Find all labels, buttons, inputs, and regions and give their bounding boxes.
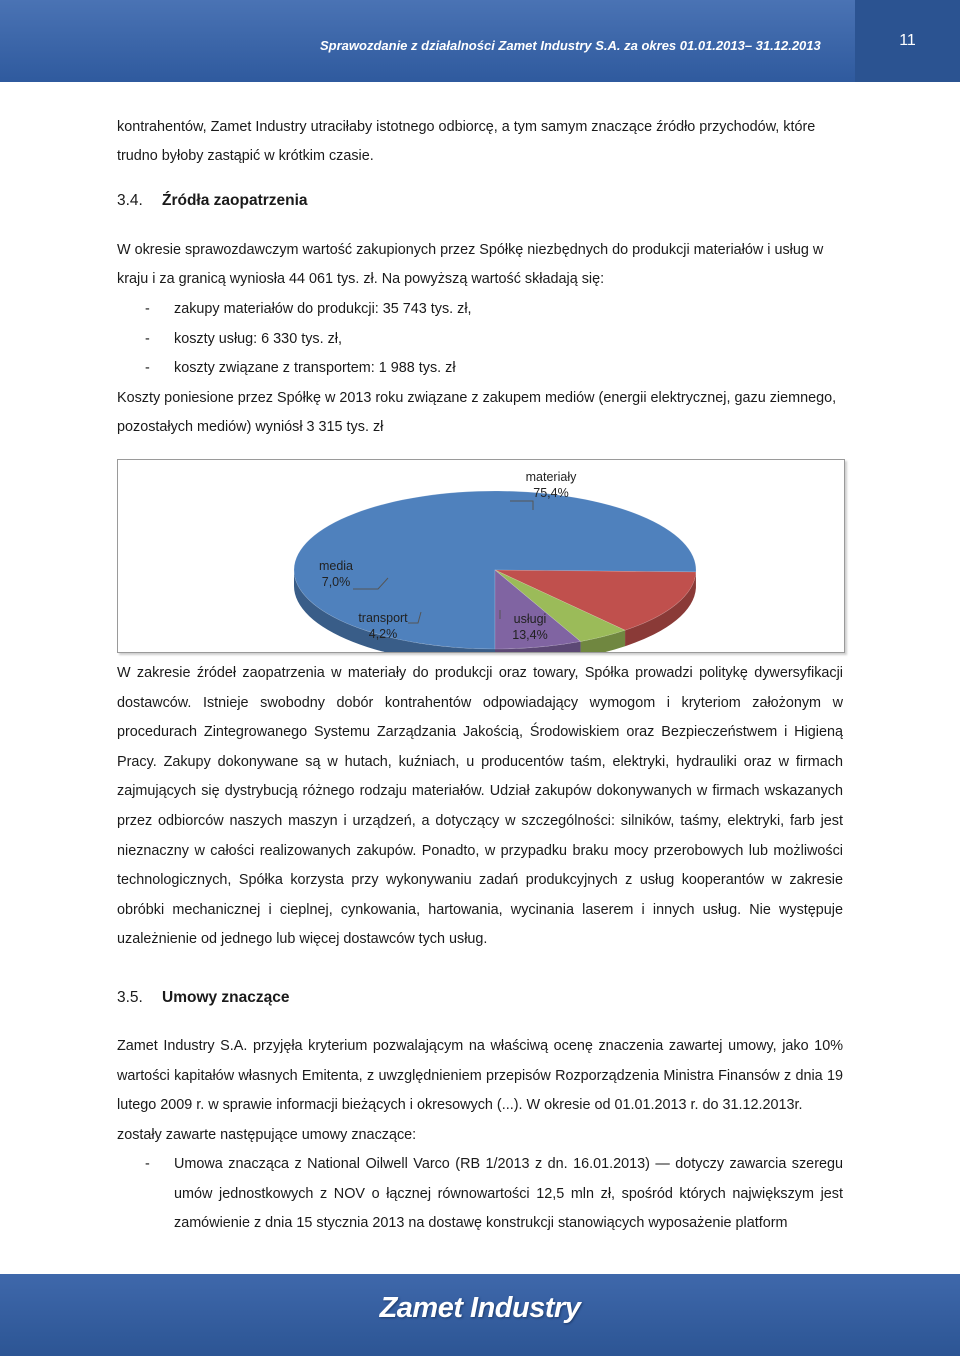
section-number: 3.4. (117, 192, 143, 209)
list-dash: - (145, 331, 150, 347)
section-title: Umowy znaczące (162, 989, 290, 1006)
page-footer (0, 1274, 960, 1356)
list-item-text: Umowa znacząca z National Oilwell Varco (RB 1/2013 z dn. 16.01.2013) — dotyczy zawarcia szeregu umów jednostkowych z NOV o łącznej równowartości 12,5 mln zł, spośród których największym jest zamówienie z dnia 15 stycznia 2013 na dostawę konstrukcji stanowiących wyposażenie platform (174, 1156, 843, 1232)
value-materialy: 75,4% (533, 486, 569, 500)
paragraph-media-line1: Koszty poniesione przez Spółkę w 2013 roku związane z zakupem mediów (energii elektrycznej, gazu ziemnego, (117, 390, 837, 406)
list-item-text: koszty związane z transportem: 1 988 tys. zł (174, 360, 456, 376)
list-item-text: koszty usług: 6 330 tys. zł, (174, 331, 342, 347)
paragraph-intro-line2: trudno byłoby zastąpić w krótkim czasie. (117, 148, 374, 164)
paragraph-media-line2: pozostałych mediów) wyniósł 3 315 tys. zł (117, 419, 384, 435)
section-heading-3-5 (117, 989, 290, 1007)
value-transport: 4,2% (368, 627, 398, 641)
pie-chart (118, 460, 844, 652)
label-transport: transport (358, 611, 408, 625)
section-heading-3-4 (117, 192, 308, 210)
page-number-badge (855, 0, 960, 82)
page-header (0, 0, 960, 82)
value-media: 7,0% (321, 575, 351, 589)
paragraph-purchases-line1: W okresie sprawozdawczym wartość zakupionych przez Spółkę niezbędnych do produkcji materiałów i usług w (117, 242, 824, 258)
paragraph-purchases-line2: kraju i za granicą wyniosła 44 061 tys. zł. Na powyższą wartość składają się: (117, 271, 605, 287)
list-item (145, 1150, 843, 1239)
list-dash: - (145, 360, 150, 376)
value-uslugi: 13,4% (512, 628, 548, 642)
list-item-text: zakupy materiałów do produkcji: 35 743 tys. zł, (174, 301, 472, 317)
paragraph-suppliers: W zakresie źródeł zaopatrzenia w materiały do produkcji oraz towary, Spółka prowadzi politykę dywersyfikacji dostawców. Istnieje swobodny dobór kontrahentów odpowiadający wymogom i kryteriom założonym w procedurach Zintegrowanego Systemu Zarządzania Jakością, Środowiskiem oraz Bezpieczeństwem i Higieną Pracy. Zakupy dokonywane są w hutach, kuźniach, u producentów taśm, elektryki, hydrauliki oraz w firmach zajmujących się dystrybucją różnego rodzaju materiałów. Udział zakupów dokonywanych w firmach wskazanych przez odbiorców naszych maszyn i urządzeń, a dotyczący w szczególności: silników, taśmy, elektryki, farb jest nieznaczny w całości realizowanych zakupów. Ponadto, w przypadku braku mocy przerobowych lub możliwości technologicznych, Spółka korzysta przy wykonywaniu zadań produkcyjnych z usług kooperantów w zakresie obróbki mechanicznej i cieplnej, cynkowania, hartowania, wycinania laserem i innych usług. Nie występuje uzależnienie od jednego lub więcej dostawców tych usług. (117, 665, 843, 948)
paragraph-intro-line1: kontrahentów, Zamet Industry utraciłaby istotnego odbiorcę, a tym samym znaczące źródło przychodów, które (117, 119, 816, 135)
paragraph-contracts: Zamet Industry S.A. przyjęła kryterium pozwalającym na właściwą ocenę znaczenia zawartej umowy, jako 10% wartości kapitałów własnych Emitenta, z uwzględnieniem przepisów Rozporządzenia Ministra Finansów z dnia 19 lutego 2009 r. w sprawie informacji bieżących i okresowych (...). W okresie od 01.01.2013 r. do 31.12.2013r. (117, 1038, 843, 1114)
label-media: media (318, 559, 354, 573)
list-dash: - (145, 1156, 150, 1172)
label-uslugi: usługi (513, 612, 547, 626)
label-materialy: materiały (525, 470, 577, 484)
section-number: 3.5. (117, 989, 143, 1006)
section-title: Źródła zaopatrzenia (162, 192, 308, 209)
pie-chart-container (117, 459, 845, 653)
list-dash: - (145, 301, 150, 317)
header-title: Sprawozdanie z działalności Zamet Industry S.A. za okres 01.01.2013– 31.12.2013 (320, 38, 821, 53)
paragraph-contracts-last: zostały zawarte następujące umowy znaczące: (117, 1127, 417, 1143)
page-number: 11 (899, 32, 916, 49)
company-logo: Zamet Industry (379, 1292, 581, 1324)
